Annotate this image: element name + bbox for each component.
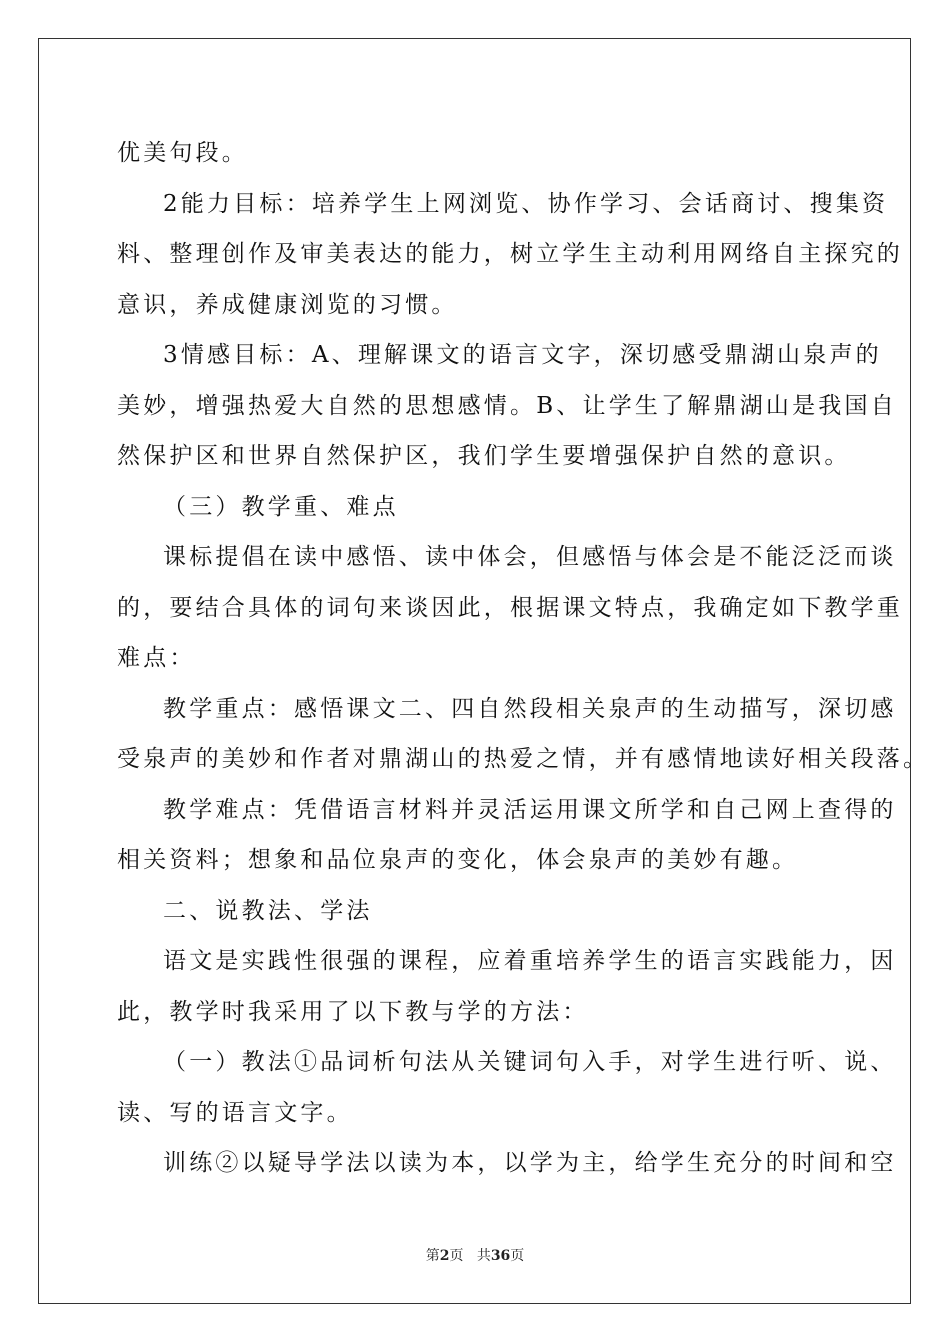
text-line: （三）教学重、难点	[163, 493, 399, 520]
footer-total-suffix: 页	[510, 1248, 525, 1264]
footer-current-page: 2	[439, 1248, 450, 1264]
text-line: 料、整理创作及审美表达的能力，树立学生主动利用网络自主探究的	[117, 241, 903, 267]
text-line: 3情感目标：A、理解课文的语言文字，深切感受鼎湖山泉声的	[163, 342, 882, 368]
text-line: 读、写的语言文字。	[117, 1099, 353, 1126]
text-line: 受泉声的美妙和作者对鼎湖山的热爱之情，并有感情地读好相关段落。	[117, 746, 930, 772]
text-line: 相关资料；想象和品位泉声的变化，体会泉声的美妙有趣。	[117, 847, 799, 873]
text-line: 教学难点：凭借语言材料并灵活运用课文所学和自己网上查得的	[163, 796, 897, 823]
text-line: 二、说教法、学法	[163, 897, 373, 924]
text-line: 此，教学时我采用了以下教与学的方法：	[117, 998, 589, 1025]
text-line: 课标提倡在读中感悟、读中体会，但感悟与体会是不能泛泛而谈	[163, 544, 897, 570]
text-line: 语文是实践性很强的课程，应着重培养学生的语言实践能力，因	[163, 948, 897, 974]
text-line: （一）教法①品词析句法从关键词句入手，对学生进行听、说、	[163, 1049, 897, 1075]
footer-total-prefix: 共	[476, 1248, 491, 1264]
text-line: 美妙，增强热爱大自然的思想感情。B、让学生了解鼎湖山是我国自	[117, 392, 897, 419]
text-line: 2能力目标：培养学生上网浏览、协作学习、会话商讨、搜集资	[163, 190, 889, 217]
footer-total-pages: 36	[490, 1248, 511, 1264]
text-line: 教学重点：感悟课文二、四自然段相关泉声的生动描写，深切感	[163, 695, 897, 722]
text-line: 意识，养成健康浏览的习惯。	[117, 291, 458, 318]
text-line: 难点：	[117, 645, 196, 671]
page-footer	[0, 1245, 950, 1265]
footer-prefix: 第	[425, 1248, 440, 1264]
footer-page-word: 页	[449, 1248, 464, 1264]
text-line: 的，要结合具体的词句来谈因此，根据课文特点，我确定如下教学重	[117, 594, 903, 621]
text-line: 训练②以疑导学法以读为本，以学为主，给学生充分的时间和空	[163, 1150, 897, 1176]
document-body	[117, 128, 930, 1189]
text-line: 然保护区和世界自然保护区，我们学生要增强保护自然的意识。	[117, 443, 851, 469]
text-line: 优美句段。	[117, 140, 248, 166]
